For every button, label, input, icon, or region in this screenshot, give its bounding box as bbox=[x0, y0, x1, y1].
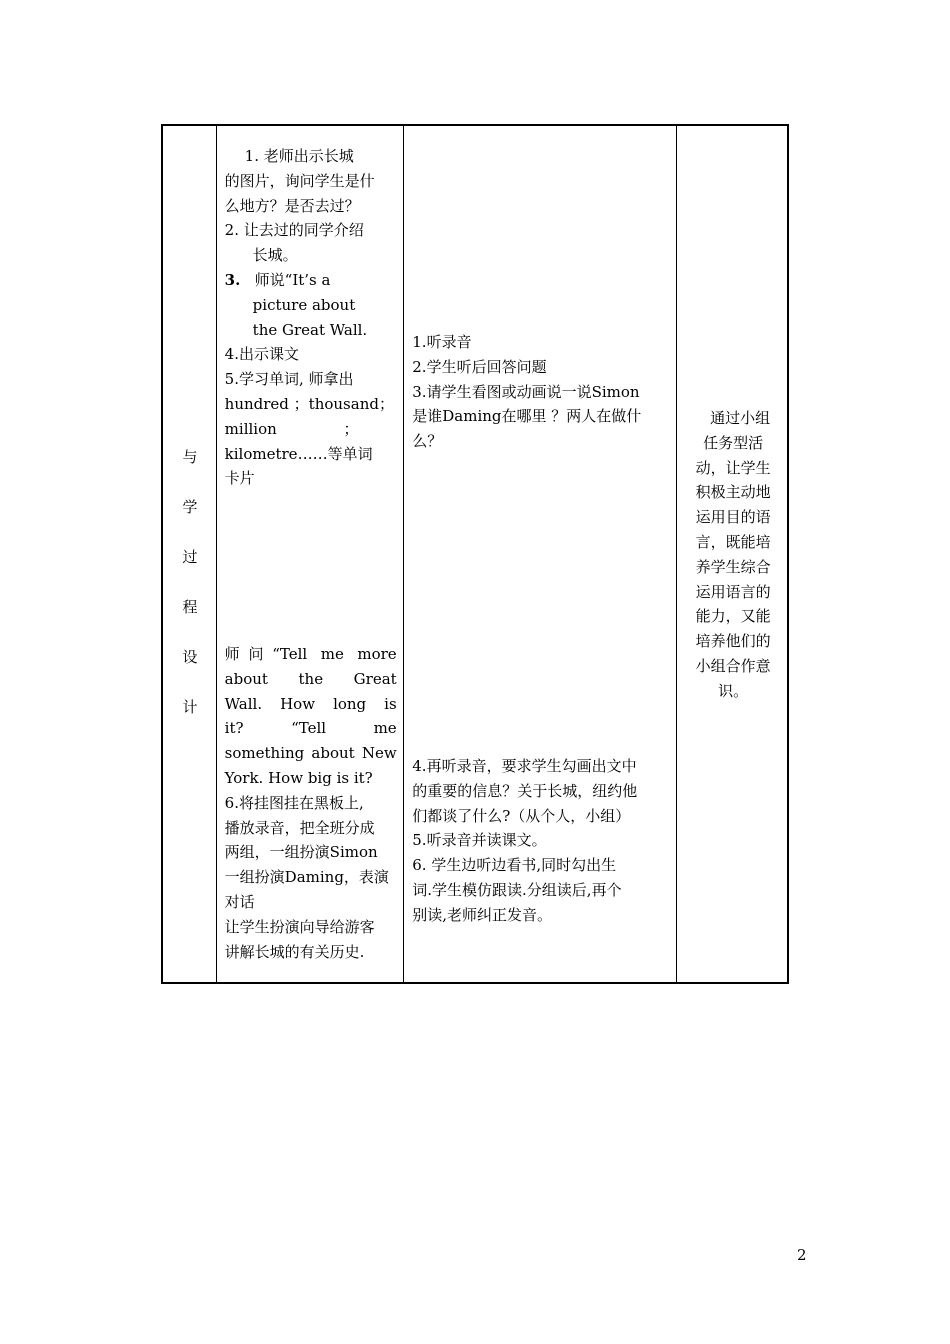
design-intent-cell bbox=[677, 125, 788, 983]
side-label: 与 学 过 程 设 计 bbox=[182, 448, 198, 716]
design-intent-text: 通过小组 任务型活 动，让学生 积极主动地 运用目的语 言，既能培 养学生综合 运用语言的 能力，又能 培养他们的 小组合作意 识。 bbox=[695, 409, 771, 700]
table-row bbox=[162, 125, 788, 983]
student-activity-part2: 4.再听录音，要求学生勾画出文中 的重要的信息？关于长城，纽约他 们都谈了什么?（从个人，小组） 5.听录音并读课文。 6. 学生边听边看书,同时勾出生 词.学生模仿跟读.分组读后,再个 别读,老师纠正发音。 bbox=[412, 757, 638, 924]
side-label-cell bbox=[162, 125, 216, 983]
page-number: 2 bbox=[797, 1246, 807, 1264]
teacher-activity-part1: 1. 老师出示长城 的图片，询问学生是什 么地方？是否去过？ 2. 让去过的同学介绍 长城。 3. 师说“It’s a picture about the Great Wall. 4.出示课文 5.学习单词, 师拿出 hundred ；thousand； million ； kilometre……等单词 卡片 bbox=[224, 147, 394, 488]
lesson-plan-table bbox=[161, 124, 789, 984]
teacher-activity-part2: 师问“Tell me more about the Great Wall. How long is it? “Tell me something about New York. How big is it? 6.将挂图挂在黑板上, 播放录音，把全班分成 两组，一组扮演Simon 一组扮演Daming，表演 对话 让学生扮演向导给游客 讲解长城的有关历史. bbox=[224, 645, 397, 961]
student-activity-cell bbox=[404, 125, 677, 983]
teacher-activity-cell bbox=[216, 125, 404, 983]
student-activity-part1: 1.听录音 2.学生听后回答问题 3.请学生看图或动画说一说Simon 是谁Daming在哪里 ？两人在做什 么？ bbox=[412, 333, 642, 451]
